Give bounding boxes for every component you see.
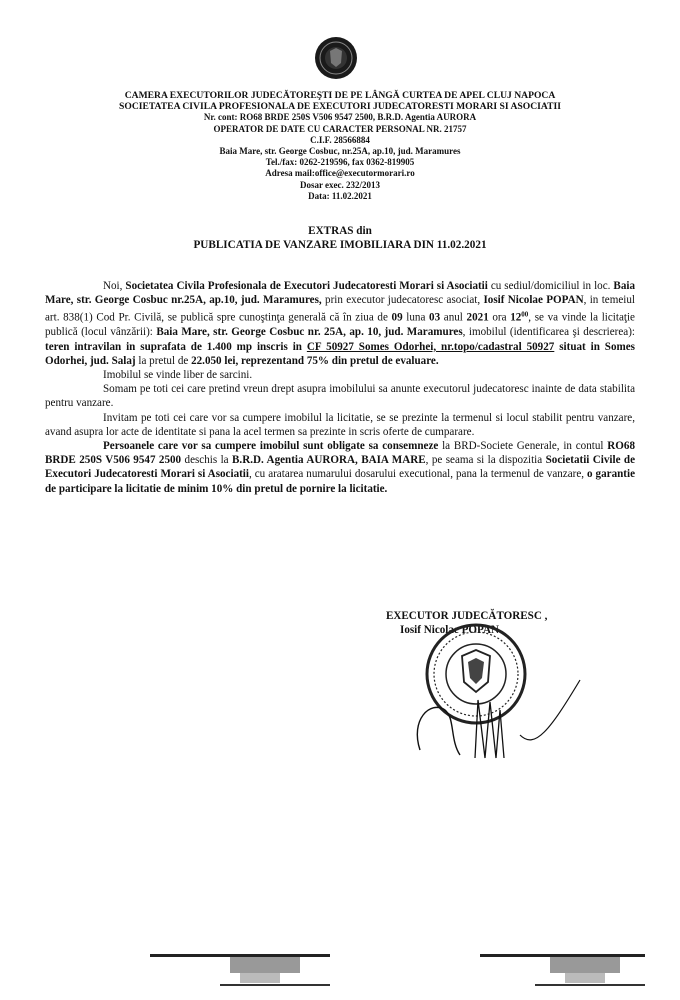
text: , se va vinde la licitaţie publică (locul vânzării):	[45, 312, 635, 339]
paragraph-no-encumbrances: Imobilul se vinde liber de sarcini.	[103, 368, 253, 381]
text: ora	[488, 312, 511, 325]
document-header	[60, 90, 620, 202]
text: , imobilul (identificarea şi descrierea):	[462, 326, 636, 339]
land-registry-reference: CF 50927 Somes Odorhei, nr.topo/cadastral 50927	[306, 340, 555, 353]
header-company: SOCIETATEA CIVILA PROFESIONALA DE EXECUTORI JUDECATORESTI MORARI SI ASOCIATII	[119, 101, 561, 113]
title-publication: PUBLICATIA DE VANZARE IMOBILIARA DIN 11.02.2021	[193, 238, 487, 251]
header-cif: C.I.F. 28566884	[310, 134, 370, 145]
executor-name: Iosif Nicolae POPAN	[483, 294, 584, 307]
header-address: Baia Mare, str. George Cosbuc, nr.25A, ap.10, jud. Maramures	[219, 146, 461, 157]
header-operator: OPERATOR DE DATE CU CARACTER PERSONAL NR. 21757	[213, 123, 467, 134]
sale-location: Baia Mare, str. George Cosbuc nr. 25A, ap. 10, jud. Maramures	[156, 326, 463, 339]
sale-month: 03	[429, 312, 441, 325]
header-phone: Tel./fax: 0262-219596, fax 0362-819905	[265, 157, 415, 168]
header-email: Adresa mail:office@executormorari.ro	[265, 168, 415, 179]
title-extract: EXTRAS din	[308, 225, 372, 237]
company-name: Societatea Civila Profesionala de Executori Judecatoresti Morari si Asociatii	[125, 280, 488, 292]
paragraph-guarantee	[45, 439, 635, 496]
scan-artifact-right	[475, 952, 650, 988]
guarantee-amount: o garantie de participare la licitatie de minim 10% din pretul de pornire la licitatie.	[45, 468, 635, 495]
sale-year: 2021	[466, 312, 489, 325]
header-account: Nr. cont: RO68 BRDE 250S V506 9547 2500, B.R.D. Agentia AURORA	[203, 112, 477, 123]
property-location: situat in Somes Odorhei, jud. Salaj	[45, 340, 635, 367]
sale-price: 22.050 lei, reprezentand 75% din pretul de evaluare.	[191, 354, 439, 367]
paragraph-invitation: Invitam pe toti cei care vor sa cumpere imobilul la licitatie, se se prezinte la termenul si locul stabilit pentru vanzare, avand asupra lor acte de identitate si pana la acel termen sa prezinte in scris oferte de cumparare.	[45, 411, 635, 438]
company-address: Baia Mare, str. George Cosbuc nr.25A, ap.10, jud. Maramures,	[45, 280, 635, 307]
text: luna	[402, 312, 430, 325]
document-title	[60, 225, 620, 252]
scan-artifact-left	[140, 952, 330, 988]
text: , pe seama si la dispozitia	[425, 454, 546, 467]
chamber-seal-icon	[314, 36, 358, 80]
company-name: Societatii Civile de Executori Judecatoresti Morari si Asociatii	[45, 454, 635, 481]
header-case-number: Dosar exec. 232/2013	[299, 179, 381, 190]
document-body	[45, 279, 635, 496]
text: la pretul de	[135, 354, 192, 367]
obligation-text: Persoanele care vor sa cumpere imobilul sunt obligate sa consemneze	[103, 439, 439, 452]
handwritten-signature-icon	[400, 640, 600, 760]
property-description: teren intravilan in suprafata de 1.400 mp inscris in	[45, 340, 307, 353]
text: la BRD-Societe Generale, in contul	[438, 439, 608, 452]
header-date: Data: 11.02.2021	[308, 190, 372, 201]
bank-branch: B.R.D. Agentia AURORA, BAIA MARE	[232, 454, 426, 467]
text: deschis la	[181, 454, 233, 467]
sale-day: 09	[391, 312, 403, 325]
bank-account: RO68 BRDE 250S V506 9547 2500	[45, 439, 635, 467]
paragraph-announcement	[45, 279, 635, 368]
text: , cu aratarea numarului dosarului executional, pana la termenul de vanzare,	[248, 468, 588, 481]
text: Noi,	[103, 280, 126, 292]
text: cu sediul/domiciliul in loc.	[487, 280, 614, 292]
text: prin executor judecatoresc asociat,	[321, 294, 484, 307]
sale-minutes: 00	[521, 310, 529, 319]
sale-hour: 12	[510, 312, 522, 325]
signature-title: EXECUTOR JUDECĂTORESC ,	[386, 610, 548, 622]
text: anul	[440, 312, 467, 325]
text: , in temeiul art. 838(1) Cod Pr. Civilă, se publică spre cunoştinţa generală că în ziua de	[45, 294, 635, 325]
signature-name: Iosif Nicolae POPAN	[400, 623, 500, 636]
header-chamber: CAMERA EXECUTORILOR JUDECĂTOREŞTI DE PE LÂNGĂ CURTEA DE APEL CLUJ NAPOCA	[124, 90, 556, 101]
paragraph-summons: Somam pe toti cei care pretind vreun drept asupra imobilului sa anunte executorul judecatoresc inainte de data stabilita pentru vanzare.	[45, 383, 635, 410]
